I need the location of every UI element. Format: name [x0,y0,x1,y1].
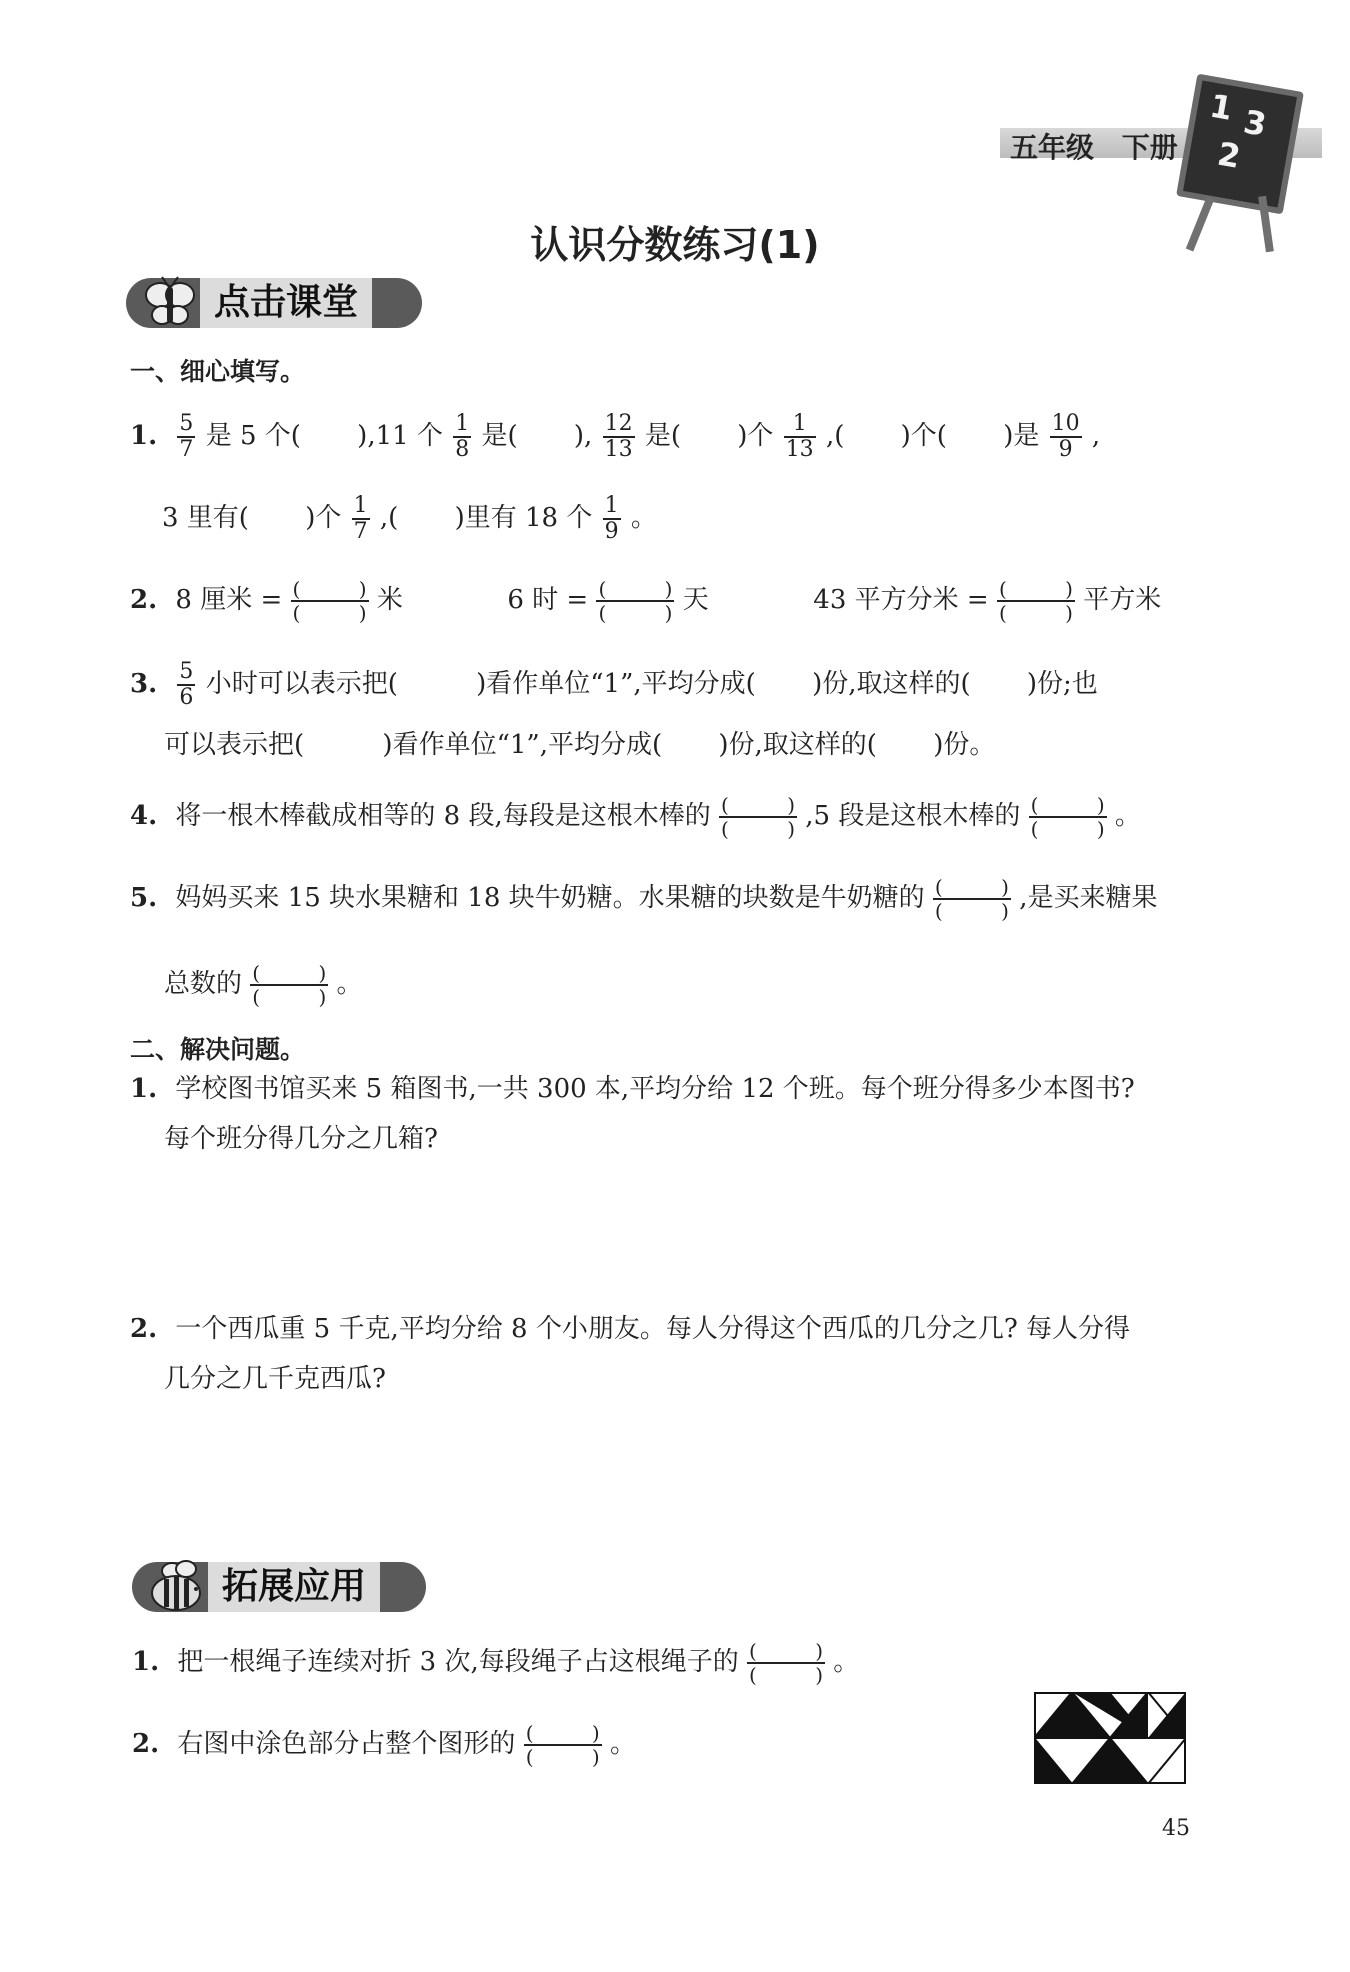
question-text: )份;也 [1026,669,1098,699]
question-text: 。 [609,1729,636,1759]
question-1-line-1 [130,412,1100,462]
banner-title: 点击课堂 [200,278,372,328]
question-text: ,( [825,421,845,451]
question-text: )里有 18 个 [454,503,593,533]
question-text: 是( [481,421,518,451]
question-text: 。 [336,969,363,999]
question-number: 1. [130,1074,158,1104]
question-text: 是( [644,421,681,451]
board-digit-1: 1 [1206,86,1236,128]
fraction: $\frac{1}{7}$ [353,493,368,544]
question-5-line-2 [164,962,363,1008]
section-heading-fill: 一、细心填写。 [130,357,306,386]
question-text: ,( [379,503,399,533]
board-digit-2: 2 [1214,134,1244,176]
page-title: 认识分数练习(1) [530,223,820,267]
problem-1-line-2: 每个班分得几分之几箱? [164,1124,438,1154]
bee-icon [142,1559,208,1615]
question-3-line-2 [164,728,995,762]
answer-fraction-blank[interactable]: ( ) ( ) [998,577,1073,625]
answer-fraction-blank[interactable]: ( ) ( ) [292,577,367,625]
question-text: )份,取这样的( [718,730,877,760]
section-heading-solve: 二、解决问题。 [130,1035,306,1064]
answer-fraction-blank[interactable]: ( ) ( ) [1030,793,1105,841]
question-text: , [1091,421,1101,451]
question-number: 1. [132,1647,160,1677]
answer-fraction-blank[interactable]: ( ) ( ) [252,961,327,1009]
question-text: )个( [900,421,947,451]
board-digit-3: 3 [1240,102,1270,144]
question-text: 平方米 [1083,585,1162,615]
question-text: ),11 个 [357,421,443,451]
fraction: $\frac{1}{13}$ [785,411,814,462]
answer-fraction-blank[interactable]: ( ) ( ) [721,793,796,841]
question-number: 2. [130,1314,158,1344]
question-text: 把一根绳子连续对折 3 次,每段绳子占这根绳子的 [177,1647,739,1677]
page-number: 45 [1162,1816,1190,1841]
extension-2 [132,1722,636,1768]
answer-fraction-blank[interactable]: ( ) ( ) [749,1639,824,1687]
question-3-line-1 [130,660,1098,710]
question-2 [130,578,1161,624]
question-text: 将一根木棒截成相等的 8 段,每段是这根木棒的 [175,801,711,831]
fraction: $\frac{10}{9}$ [1051,411,1080,462]
question-text: 可以表示把( [164,730,305,760]
question-text: )份,取这样的( [812,669,971,699]
fraction: $\frac{1}{9}$ [604,493,619,544]
question-text: 8 厘米 = [175,585,283,615]
banner-title: 拓展应用 [208,1562,380,1612]
question-number: 4. [130,801,158,831]
grade-label [1010,126,1178,166]
question-5-line-1 [130,876,1157,922]
question-text: 总数的 [164,969,243,999]
chalkboard-icon [1176,74,1304,215]
question-number: 5. [130,883,158,913]
question-text: 。 [833,1647,860,1677]
problem-2-line-1 [130,1312,1130,1346]
question-number: 2. [130,585,158,615]
question-text: 6 时 = [507,585,589,615]
question-text: )个 [305,503,342,533]
butterfly-icon [140,273,200,333]
question-text: 学校图书馆买来 5 箱图书,一共 300 本,平均分给 12 个班。每个班分得多少本图书? [175,1074,1135,1104]
problem-2-line-2: 几分之几千克西瓜? [164,1364,386,1394]
banner-classroom [126,278,422,328]
question-text: 3 里有( [162,503,249,533]
question-number: 2. [132,1729,160,1759]
extension-1 [132,1640,859,1686]
shaded-triangle [1072,1738,1148,1784]
question-text: 天 [682,585,709,615]
question-text: ), [573,421,593,451]
question-text: 。 [630,503,657,533]
question-number: 1. [130,421,158,451]
question-text: )看作单位“1”,平均分成( [476,669,756,699]
question-text: )份。 [933,730,996,760]
question-number: 3. [130,669,158,699]
question-text: 米 [376,585,403,615]
volume-text: 下册 [1121,131,1178,164]
question-text: ,是买来糖果 [1019,883,1158,913]
question-text: )个 [737,421,774,451]
question-text: 右图中涂色部分占整个图形的 [177,1729,516,1759]
question-text: )看作单位“1”,平均分成( [382,730,663,760]
question-1-line-2 [162,494,657,544]
grade-text: 五年级 [1010,131,1095,164]
answer-fraction-blank[interactable]: ( ) ( ) [525,1721,600,1769]
question-text: )是 [1003,421,1040,451]
question-text: 。 [1114,801,1141,831]
question-text: 一个西瓜重 5 千克,平均分给 8 个小朋友。每人分得这个西瓜的几分之几? 每人分得 [175,1314,1131,1344]
question-text: 43 平方分米 = [813,585,989,615]
fraction: $\frac{5}{6}$ [179,659,194,710]
banner-extension [132,1562,426,1612]
fraction: $\frac{12}{13}$ [604,411,633,462]
answer-fraction-blank[interactable]: ( ) ( ) [934,875,1009,923]
problem-1-line-1 [130,1072,1135,1106]
question-text: 是 5 个( [205,421,301,451]
fraction: $\frac{5}{7}$ [179,411,194,462]
question-text: 小时可以表示把( [205,669,398,699]
question-4 [130,794,1141,840]
question-text: ,5 段是这根木棒的 [805,801,1021,831]
shaded-triangles-figure [1034,1692,1186,1784]
fraction: $\frac{1}{8}$ [455,411,470,462]
question-text: 妈妈买来 15 块水果糖和 18 块牛奶糖。水果糖的块数是牛奶糖的 [175,883,925,913]
answer-fraction-blank[interactable]: ( ) ( ) [598,577,673,625]
